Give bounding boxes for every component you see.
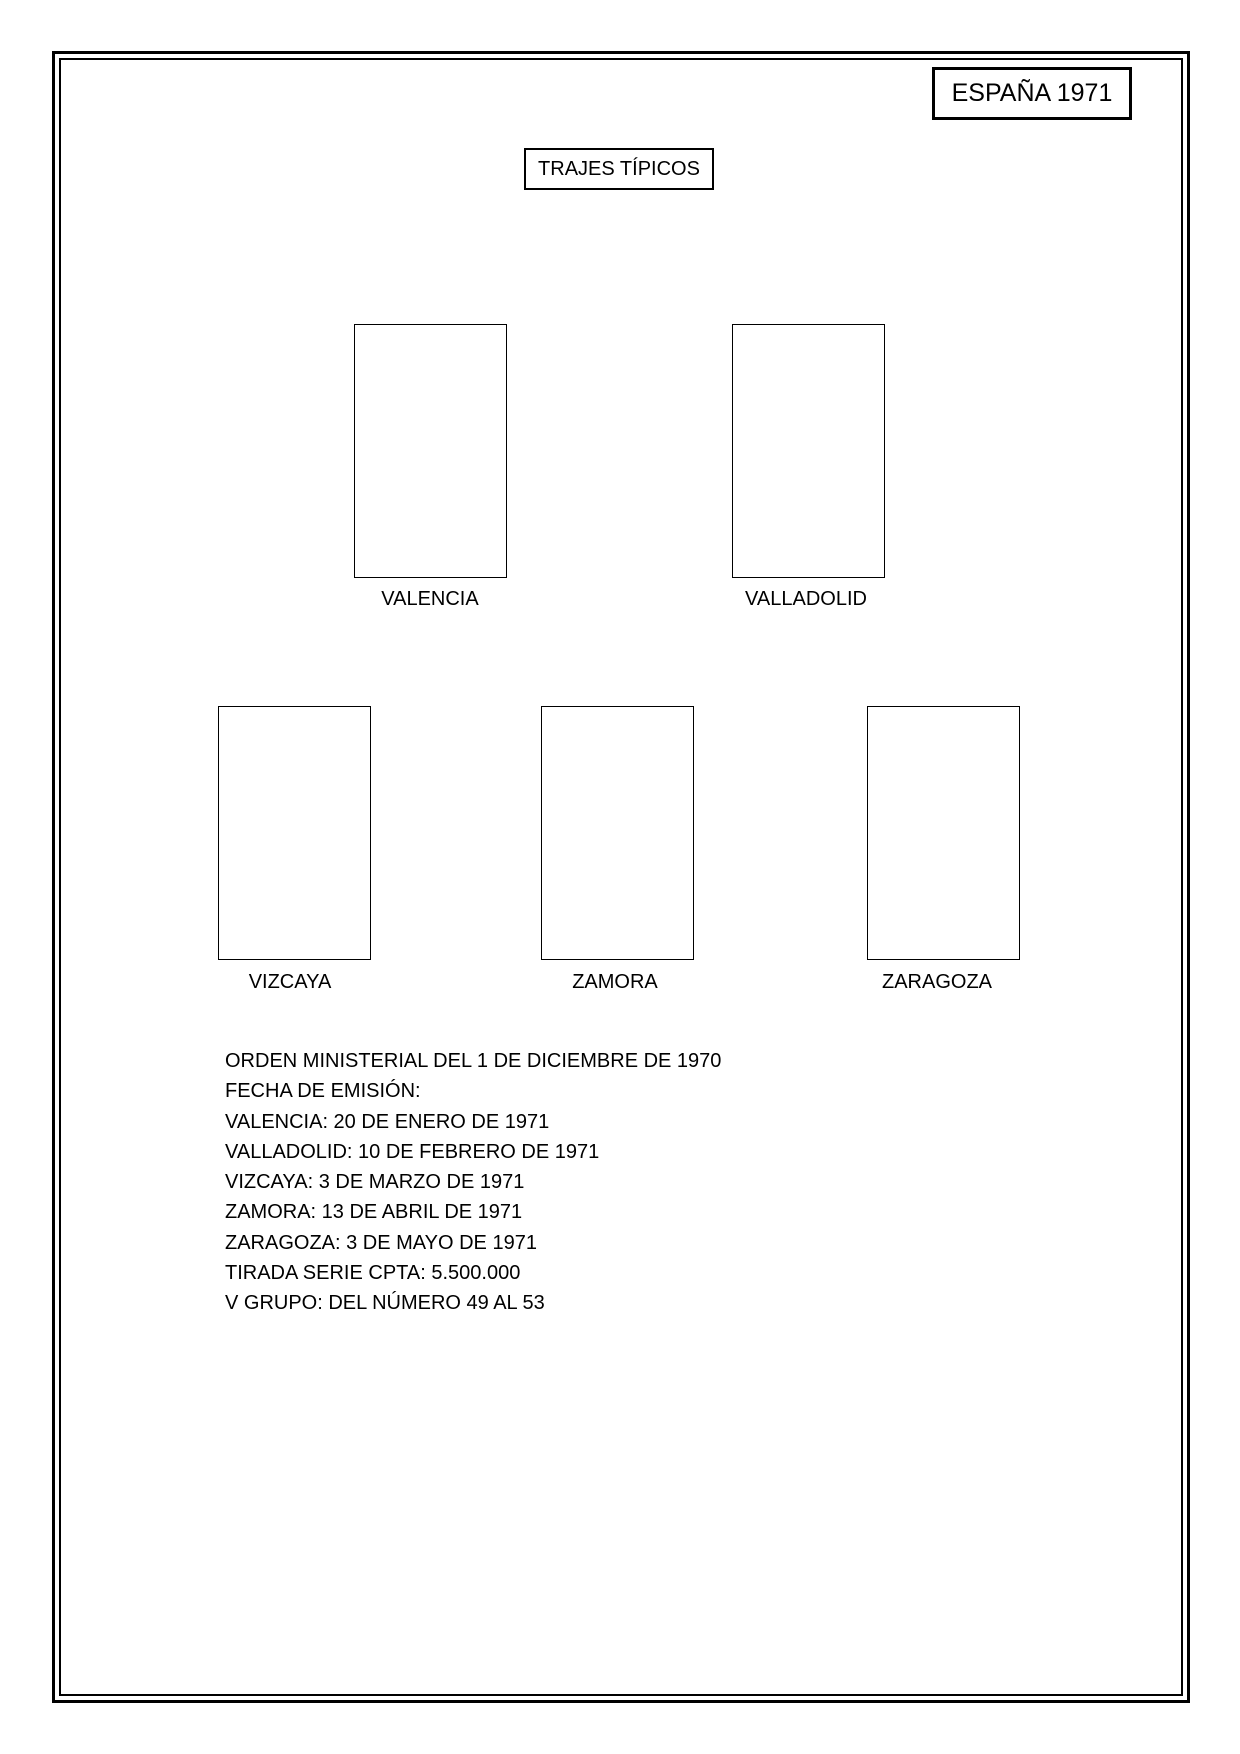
stamp-label-valladolid: VALLADOLID <box>745 588 867 610</box>
note-line: FECHA DE EMISIÓN: <box>225 1080 421 1103</box>
stamp-label-zaragoza: ZARAGOZA <box>881 971 992 993</box>
stamp-slot-valencia <box>354 324 507 578</box>
note-line: TIRADA SERIE CPTA: 5.500.000 <box>225 1262 521 1285</box>
country-year-box <box>932 67 1132 120</box>
note-line: ZARAGOZA: 3 DE MAYO DE 1971 <box>225 1231 537 1254</box>
note-line: VALENCIA: 20 DE ENERO DE 1971 <box>225 1110 550 1133</box>
stamp-label-vizcaya: VIZCAYA <box>248 971 332 993</box>
series-title-label: TRAJES TÍPICOS <box>538 157 700 180</box>
note-line: ORDEN MINISTERIAL DEL 1 DE DICIEMBRE DE 1970 <box>225 1050 722 1072</box>
note-line: VALLADOLID: 10 DE FEBRERO DE 1971 <box>225 1140 600 1163</box>
note-line: V GRUPO: DEL NÚMERO 49 AL 53 <box>225 1292 545 1315</box>
stamp-slot-zamora <box>541 706 694 960</box>
series-title-box <box>524 148 714 190</box>
note-line: VIZCAYA: 3 DE MARZO DE 1971 <box>225 1171 525 1194</box>
stamp-slot-valladolid <box>732 324 885 578</box>
issue-notes <box>225 1046 721 1319</box>
stamp-slot-zaragoza <box>867 706 1020 960</box>
stamp-slot-vizcaya <box>218 706 371 960</box>
stamp-label-valencia: VALENCIA <box>381 588 479 610</box>
note-line: ZAMORA: 13 DE ABRIL DE 1971 <box>225 1201 523 1224</box>
country-year-label: ESPAÑA 1971 <box>951 79 1113 107</box>
stamp-label-zamora: ZAMORA <box>572 971 658 993</box>
